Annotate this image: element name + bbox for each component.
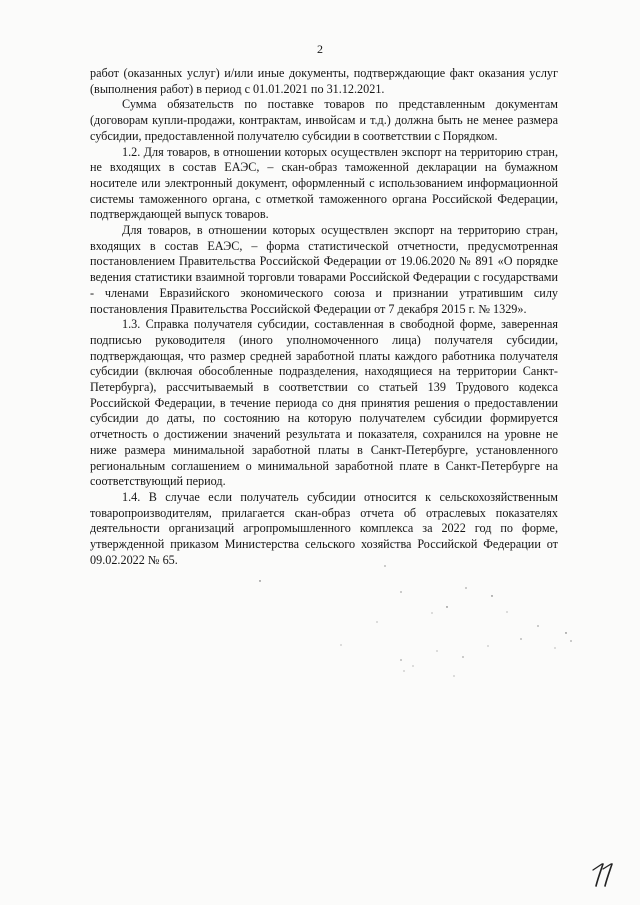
handwritten-page-mark [590,860,620,890]
paragraph-eaeu-export: Для товаров, в отношении которых осуществлен экспорт на территорию стран, входящих в состав ЕАЭС, – форма статистической отчетности, предусмотренная постановлением Правительства Российской Федерации от 19.06.2020 № 891 «О порядке ведения статистики взаимной торговли товарами Российской Федерации с государствами - членами Евразийского экономического союза и признании утратившим силу постановления Правительства Российской Федерации от 7 декабря 2015 г. № 1329». [90,223,558,316]
paragraph-continuation: работ (оказанных услуг) и/или иные документы, подтверждающие факт оказания услуг (выполнения работ) в период с 01.01.2021 по 31.12.2021. [90,66,558,96]
paragraph-obligations-sum: Сумма обязательств по поставке товаров по представленным документам (договорам купли-продажи, контрактам, инвойсам и т.д.) должна быть не менее размера субсидии, предоставленной получателю субсидии в соответствии с Порядком. [90,97,558,143]
paragraph-1-2: 1.2. Для товаров, в отношении которых осуществлен экспорт на территорию стран, не входящих в состав ЕАЭС, – скан-образ таможенной декларации на бумажном носителе или электронный документ, оформленный с использованием информационной системы таможенного органа, с отметкой таможенного органа Российской Федерации, подтверждающей выпуск товаров. [90,144,558,222]
paragraph-1-3: 1.3. Справка получателя субсидии, составленная в свободной форме, заверенная подписью руководителя (иного уполномоченного лица) получателя субсидии, подтверждающая, что размер средней заработной платы каждого работника получателя субсидии (включая обособленные подразделения, находящиеся на территории Санкт-Петербурга), рассчитываемый в соответствии со статьей 139 Трудового кодекса Российской Федерации, в течение периода со дня принятия решения о предоставлении субсидии до даты, по состоянию на которую получателем субсидии формируется отчетность о достижении значений результата и показателя, сохранился на уровне не ниже размера минимальной заработной платы в Санкт-Петербурге, установленного региональным соглашением о минимальной заработной плате в Санкт-Петербурге на соответствующий период. [90,317,558,489]
paragraph-1-4: 1.4. В случае если получатель субсидии относится к сельскохозяйственным товаропроизводителям, прилагается скан-образ отчета об отраслевых показателях деятельности организаций агропромышленного комплекса за 2022 год по форме, утвержденной приказом Министерства сельского хозяйства Российской Федерации от 09.02.2022 № 65. [90,489,558,567]
document-body [90,66,558,569]
page-number: 2 [317,42,323,56]
